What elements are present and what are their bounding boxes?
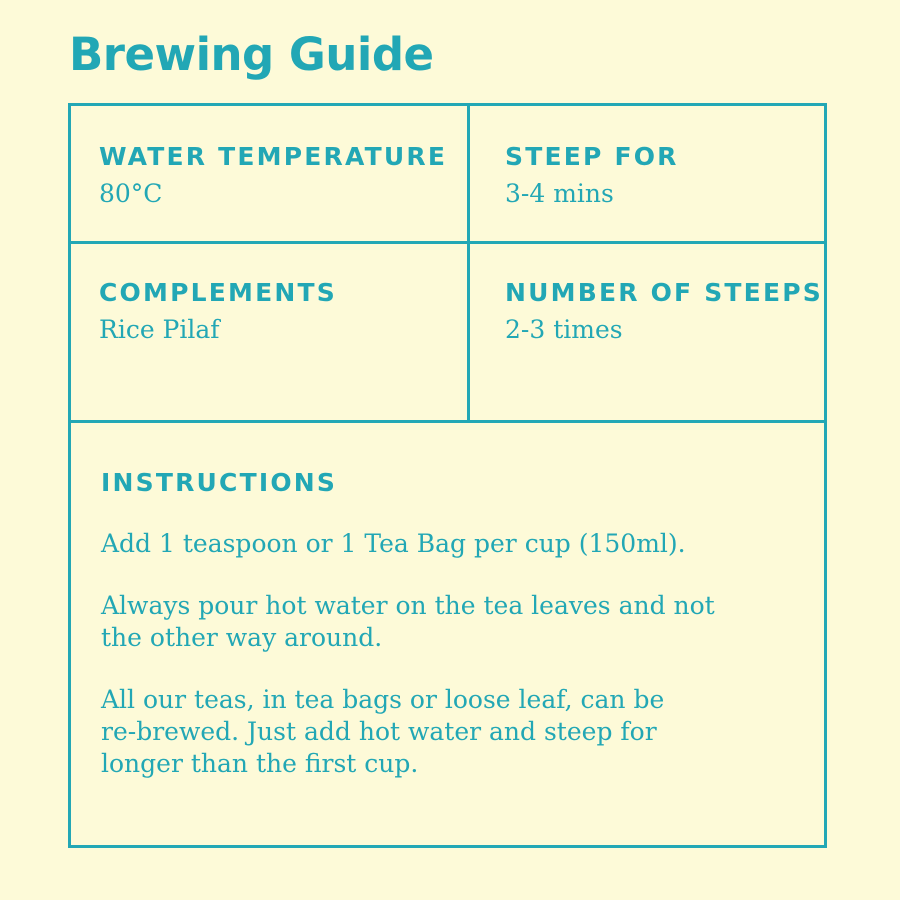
instruction-line: Always pour hot water on the tea leaves and not	[101, 591, 715, 620]
instructions-label: INSTRUCTIONS	[101, 468, 338, 497]
instruction-line: All our teas, in tea bags or loose leaf, can be	[101, 685, 665, 714]
grid-divider-row-1	[71, 241, 824, 244]
complements-label: COMPLEMENTS	[99, 278, 337, 307]
instructions-cell	[101, 470, 801, 780]
grid-divider-vertical	[467, 106, 470, 421]
grid-divider-row-2	[71, 420, 824, 423]
steep-for-value: 3-4 mins	[505, 179, 614, 208]
steep-for-label: STEEP FOR	[505, 142, 679, 171]
instruction-paragraph	[101, 590, 801, 654]
water-temperature-label: WATER TEMPERATURE	[99, 142, 448, 171]
instruction-line: the other way around.	[101, 623, 383, 652]
brewing-guide-table	[68, 103, 827, 848]
steep-for-cell	[505, 144, 679, 206]
instruction-paragraph	[101, 528, 801, 560]
number-of-steeps-label: NUMBER OF STEEPS	[505, 278, 823, 307]
instruction-paragraph	[101, 684, 801, 780]
number-of-steeps-cell	[505, 280, 823, 342]
complements-cell	[99, 280, 337, 342]
instruction-line: Add 1 teaspoon or 1 Tea Bag per cup (150ml).	[101, 529, 686, 558]
instruction-line: re-brewed. Just add hot water and steep for	[101, 717, 657, 746]
page-title: Brewing Guide	[69, 28, 434, 81]
number-of-steeps-value: 2-3 times	[505, 315, 623, 344]
instruction-line: longer than the first cup.	[101, 749, 419, 778]
water-temperature-cell	[99, 144, 447, 206]
complements-value: Rice Pilaf	[99, 315, 220, 344]
water-temperature-value: 80°C	[99, 179, 163, 208]
